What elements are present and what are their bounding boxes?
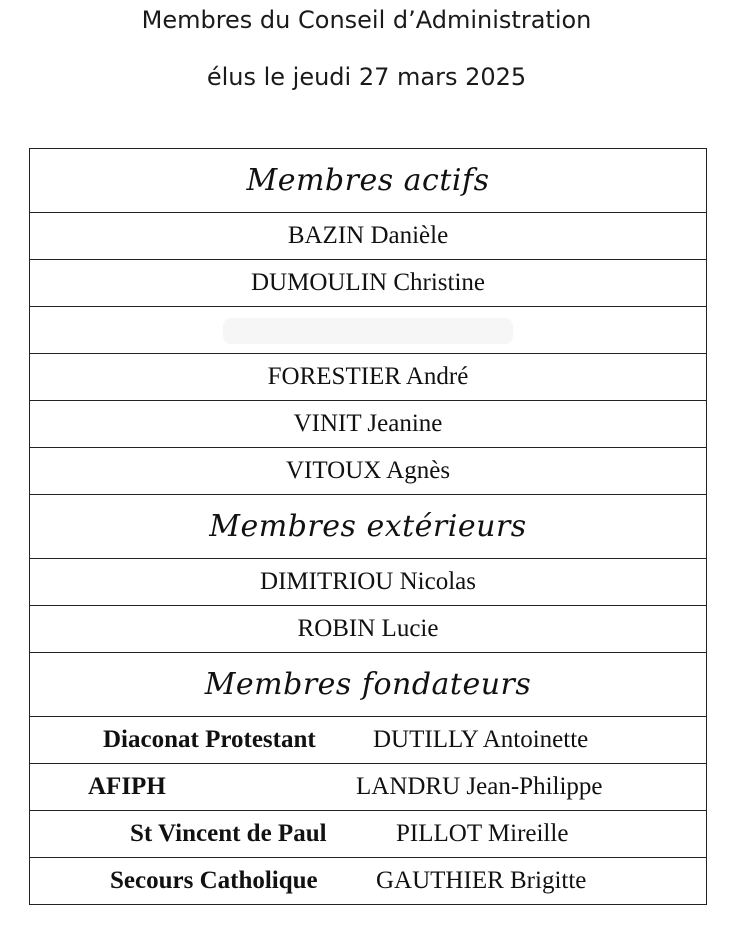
- founder-cell: [30, 811, 707, 858]
- member-name: VITOUX Agnès: [30, 448, 707, 495]
- table-row-redacted: [30, 307, 707, 354]
- table-row: [30, 213, 707, 260]
- section-title-actifs: Membres actifs: [30, 149, 707, 213]
- member-name: ROBIN Lucie: [30, 606, 707, 653]
- section-title-fondateurs: Membres fondateurs: [30, 653, 707, 717]
- table-row: [30, 858, 707, 905]
- table-row: [30, 354, 707, 401]
- founder-representative: DUTILLY Antoinette: [373, 726, 589, 753]
- member-name: DIMITRIOU Nicolas: [30, 559, 707, 606]
- section-title-exterieurs: Membres extérieurs: [30, 495, 707, 559]
- table-row: [30, 448, 707, 495]
- founder-organization: Secours Catholique: [110, 867, 318, 894]
- table-row: [30, 559, 707, 606]
- founder-cell: [30, 858, 707, 905]
- member-name: VINIT Jeanine: [30, 401, 707, 448]
- member-name: DUMOULIN Christine: [30, 260, 707, 307]
- section-header-actifs: [30, 149, 707, 213]
- founder-organization: AFIPH: [88, 773, 166, 800]
- section-header-fondateurs: [30, 653, 707, 717]
- member-name: BAZIN Danièle: [30, 213, 707, 260]
- redaction-mark: [223, 318, 513, 344]
- table-row: [30, 606, 707, 653]
- board-members-table: [29, 148, 707, 905]
- table-row: [30, 764, 707, 811]
- founder-organization: St Vincent de Paul: [130, 820, 327, 847]
- founder-cell: [30, 764, 707, 811]
- member-name-redacted: [30, 307, 707, 354]
- document-subtitle: élus le jeudi 27 mars 2025: [206, 63, 527, 91]
- table-row: [30, 260, 707, 307]
- table-row: [30, 401, 707, 448]
- member-name: FORESTIER André: [30, 354, 707, 401]
- founder-organization: Diaconat Protestant: [103, 726, 316, 753]
- founder-representative: PILLOT Mireille: [396, 820, 569, 847]
- founder-representative: LANDRU Jean-Philippe: [356, 773, 603, 800]
- document-title: Membres du Conseil d’Administration: [141, 6, 592, 34]
- table-row: [30, 717, 707, 764]
- founder-representative: GAUTHIER Brigitte: [376, 867, 587, 894]
- section-header-exterieurs: [30, 495, 707, 559]
- table-row: [30, 811, 707, 858]
- founder-cell: [30, 717, 707, 764]
